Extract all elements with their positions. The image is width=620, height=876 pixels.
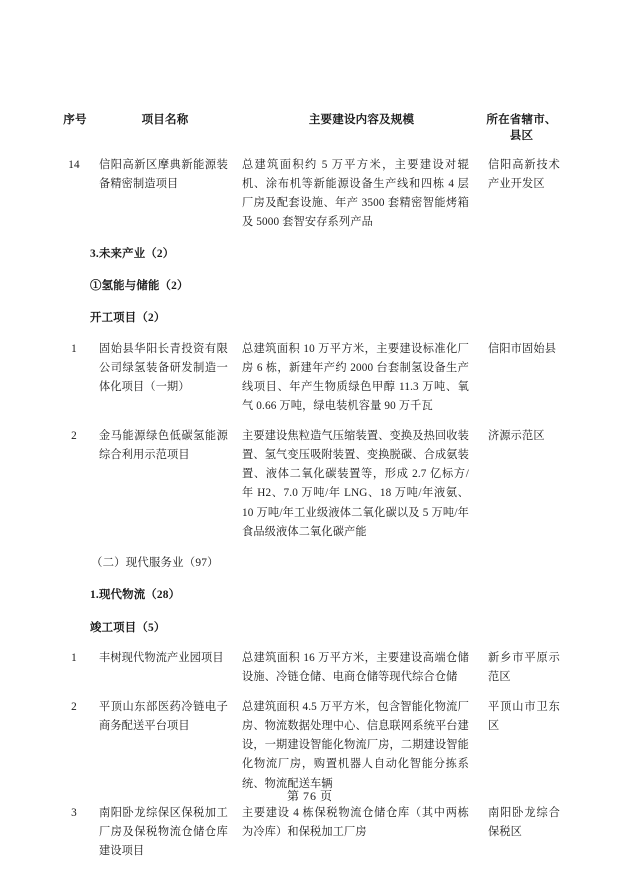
cell-sequence: 1 <box>71 342 77 355</box>
cell-region: 新乡市平原示范区 <box>488 651 560 684</box>
cell-region: 济源示范区 <box>488 429 545 442</box>
project-listing-table <box>60 112 560 867</box>
section-spacer-cell <box>60 270 90 302</box>
cell-region: 平顶山市卫东区 <box>488 700 560 732</box>
table-row <box>60 422 560 548</box>
cell-project-name: 丰树现代物流产业园项目 <box>99 651 224 664</box>
column-header-construction-detail: 主要建设内容及规模 <box>308 114 415 126</box>
section-header-row <box>60 302 560 334</box>
section-header-label: 竣工项目（5） <box>90 621 166 634</box>
cell-project-name: 固始县华阳长青投资有限公司绿氢装备研发制造一体化项目（一期） <box>99 342 228 394</box>
section-header-row <box>60 579 560 611</box>
table-header-row <box>60 112 560 151</box>
table-row <box>60 151 560 238</box>
section-header-row <box>60 547 560 579</box>
column-header-region-line2: 县区 <box>509 130 534 143</box>
footer-suffix: 页 <box>320 789 334 803</box>
cell-project-name: 平顶山东部医药冷链电子商务配送平台项目 <box>99 700 228 732</box>
section-header-cell <box>90 579 560 611</box>
section-header-row <box>60 612 560 644</box>
column-header-sequence: 序号 <box>63 114 87 126</box>
page-footer <box>0 787 620 804</box>
cell-construction-detail: 主要建设焦粒造气压缩装置、变换及热回收装置、氢气变压吸附装置、变换脱碳、合成氨装置、液体二氧化碳装置等，形成 2.7 亿标方/年 H2、7.0 万吨/年 LNG、18 万吨/年液氨、10 万吨/年工业级液体二氧化碳以及 5 万吨/年食品级液体二氧化碳产能 <box>242 429 469 538</box>
cell-sequence: 2 <box>71 429 77 442</box>
footer-page-number: 76 <box>303 789 317 803</box>
table-row <box>60 799 560 867</box>
section-spacer-cell <box>60 302 90 334</box>
section-header-label: 1.现代物流（28） <box>90 589 181 602</box>
cell-region: 信阳市固始县 <box>488 342 557 355</box>
cell-region: 南阳卧龙综合保税区 <box>488 806 560 839</box>
project-listing-sheet <box>60 112 560 867</box>
section-header-row <box>60 270 560 302</box>
table-row <box>60 335 560 422</box>
cell-project-name: 金马能源绿色低碳氢能源综合利用示范项目 <box>99 429 228 461</box>
cell-sequence: 2 <box>71 700 77 713</box>
section-header-cell <box>90 302 560 334</box>
footer-prefix: 第 <box>286 789 300 803</box>
column-header-project-name: 项目名称 <box>141 114 189 126</box>
table-body <box>60 151 560 867</box>
section-header-cell <box>90 270 560 302</box>
section-header-row <box>60 238 560 270</box>
cell-region: 信阳高新技术产业开发区 <box>488 158 560 190</box>
cell-project-name: 南阳卧龙综保区保税加工厂房及保税物流仓储仓库建设项目 <box>99 806 228 858</box>
cell-sequence: 1 <box>71 651 77 664</box>
section-header-label: （二）现代服务业（97） <box>91 557 219 570</box>
cell-project-name: 信阳高新区摩典新能源装备精密制造项目 <box>99 158 228 190</box>
cell-construction-detail: 主要建设 4 栋保税物流仓储仓库（其中两栋为冷库）和保税加工厂房 <box>242 806 469 839</box>
column-header-region <box>483 112 560 151</box>
table-row <box>60 693 560 799</box>
table-row <box>60 644 560 693</box>
section-spacer-cell <box>60 579 90 611</box>
section-header-label: 3.未来产业（2） <box>90 247 175 260</box>
cell-construction-detail: 总建筑面积 16 万平方米，主要建设高端仓储设施、冷链仓储、电商仓储等现代综合仓储 <box>242 651 469 684</box>
cell-construction-detail: 总建筑面积 4.5 万平方米，包含智能化物流厂房、物流数据处理中心、信息联网系统平台建设，一期建设智能化物流厂房，二期建设智能化物流厂房，购置机器人自动化智能分拣系统、物流配送车辆 <box>242 700 469 790</box>
cell-sequence: 3 <box>71 806 77 819</box>
table-header <box>60 112 560 151</box>
column-header-region-line1: 所在省辖市、 <box>486 114 557 126</box>
section-spacer-cell <box>60 612 90 644</box>
section-header-cell <box>90 547 560 579</box>
section-spacer-cell <box>60 547 90 579</box>
section-header-cell <box>90 238 560 270</box>
section-spacer-cell <box>60 238 90 270</box>
section-header-label: 开工项目（2） <box>90 312 166 325</box>
section-header-label: ①氢能与储能（2） <box>90 279 189 292</box>
section-header-cell <box>90 612 560 644</box>
cell-construction-detail: 总建筑面积 10 万平方米，主要建设标准化厂房 6 栋，新建年产约 2000 台套制氢设备生产线项目、年产生物质绿色甲醇 11.3 万吨、氧气 0.66 万吨，绿电装机容量 90 万千瓦 <box>242 342 469 413</box>
cell-sequence: 14 <box>68 158 80 171</box>
cell-construction-detail: 总建筑面积约 5 万平方米，主要建设对辊机、涂布机等新能源设备生产线和四栋 4 层厂房及配套设施、年产 3500 套精密智能烤箱及 5000 套智安存系列产品 <box>242 158 469 229</box>
